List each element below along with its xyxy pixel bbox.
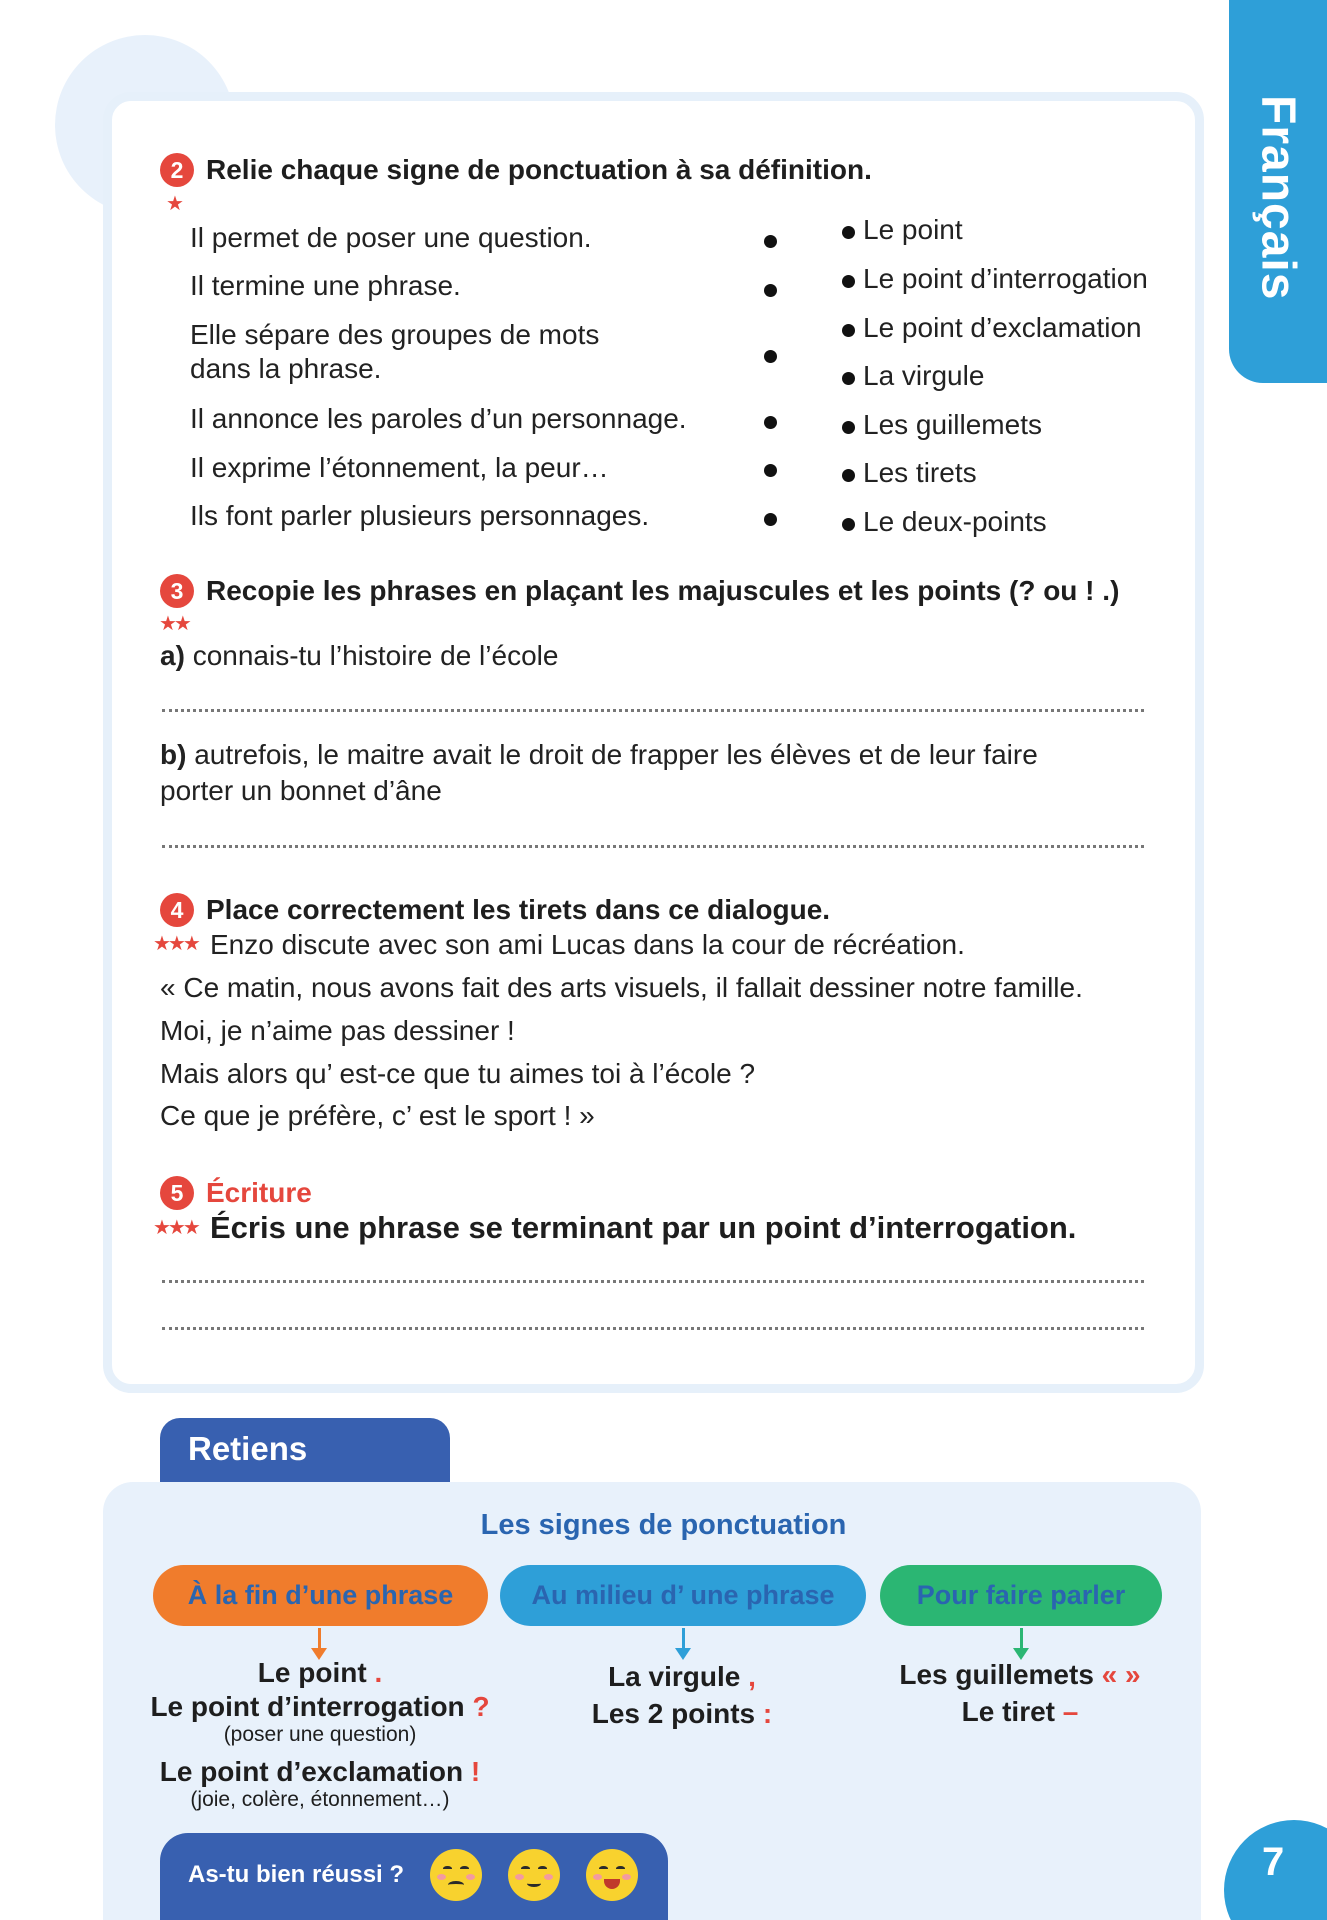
term: Le point d’interrogation bbox=[150, 1691, 465, 1722]
exercise-number-badge: 5 bbox=[160, 1176, 194, 1210]
term: Les 2 points bbox=[591, 1698, 756, 1729]
sad-face-icon[interactable] bbox=[430, 1849, 482, 1901]
item-b-text: autrefois, le maitre avait le droit de frapper les élèves et de leur faire bbox=[194, 739, 1038, 770]
sign-glyph: « » bbox=[1101, 1659, 1141, 1690]
self-assessment-bar bbox=[160, 1833, 668, 1920]
definition-text: Elle sépare des groupes de mots bbox=[190, 319, 600, 350]
exercise-5-title: Écris une phrase se terminant par un point d’interrogation. bbox=[210, 1210, 1077, 1245]
exercise-5-header bbox=[160, 1176, 312, 1210]
exercise-4-header bbox=[160, 893, 830, 927]
term: Le point d’exclamation bbox=[159, 1756, 464, 1787]
note: (poser une question) bbox=[223, 1723, 417, 1746]
match-dot-left[interactable] bbox=[764, 235, 777, 248]
term: Les guillemets bbox=[899, 1659, 1094, 1690]
answer-line[interactable] bbox=[162, 1280, 1144, 1283]
definition-text: Ils font parler plusieurs personnages. bbox=[190, 500, 650, 531]
definition-text: Il termine une phrase. bbox=[190, 270, 461, 301]
difficulty-stars: ★★★ bbox=[153, 933, 198, 955]
answer-line[interactable] bbox=[162, 845, 1144, 848]
sign-glyph: ? bbox=[472, 1691, 490, 1722]
definition-text: Il exprime l’étonnement, la peur… bbox=[190, 452, 609, 483]
retiens-label: Retiens bbox=[188, 1430, 308, 1467]
match-dot-left[interactable] bbox=[764, 513, 777, 526]
page-number: 7 bbox=[1262, 1840, 1285, 1884]
difficulty-stars: ★★ bbox=[159, 613, 189, 635]
answer-line[interactable] bbox=[162, 709, 1144, 712]
match-dot-right[interactable] bbox=[842, 275, 855, 288]
retiens-tab bbox=[160, 1418, 450, 1486]
exercise-3-title: Recopie les phrases en plaçant les majuscules et les points (? ou ! .) bbox=[206, 575, 1120, 606]
item-b-label: b) bbox=[160, 739, 187, 770]
item-b bbox=[160, 739, 1038, 771]
match-dot-left[interactable] bbox=[764, 464, 777, 477]
neutral-face-icon[interactable] bbox=[508, 1849, 560, 1901]
dialogue-intro: Enzo discute avec son ami Lucas dans la cour de récréation. bbox=[210, 929, 965, 960]
definition-text: Il annonce les paroles d’un personnage. bbox=[190, 403, 687, 434]
sign-glyph: – bbox=[1062, 1696, 1079, 1727]
exercise-5-category: Écriture bbox=[206, 1177, 312, 1208]
match-dot-left[interactable] bbox=[764, 284, 777, 297]
exercise-4-title: Place correctement les tirets dans ce dialogue. bbox=[206, 894, 831, 925]
sign-name: Le point bbox=[863, 214, 963, 245]
sign-glyph: . bbox=[374, 1657, 383, 1688]
match-dot-right[interactable] bbox=[842, 372, 855, 385]
term: Le tiret bbox=[961, 1696, 1055, 1727]
item-a-text: connais-tu l’histoire de l’école bbox=[192, 640, 559, 671]
exercise-3-header bbox=[160, 574, 1119, 608]
pill-end-of-sentence: À la fin d’une phrase bbox=[153, 1565, 488, 1626]
sign-name: Le deux-points bbox=[863, 506, 1047, 537]
arrow-down-icon bbox=[1020, 1628, 1023, 1650]
sign-glyph: ! bbox=[470, 1756, 481, 1787]
definition-text: dans la phrase. bbox=[190, 353, 382, 384]
term: La virgule bbox=[608, 1661, 741, 1692]
term: Le point bbox=[257, 1657, 367, 1688]
sign-name: Les tirets bbox=[863, 457, 977, 488]
sign-glyph: : bbox=[762, 1698, 773, 1729]
arrow-down-icon bbox=[682, 1628, 685, 1650]
page-number-badge bbox=[1224, 1820, 1327, 1920]
match-dot-left[interactable] bbox=[764, 416, 777, 429]
retiens-title: Les signes de ponctuation bbox=[480, 1509, 847, 1541]
exercise-2-header bbox=[160, 153, 872, 187]
exercise-number-badge: 2 bbox=[160, 153, 194, 187]
item-a bbox=[160, 640, 558, 672]
difficulty-stars: ★ bbox=[166, 193, 181, 215]
exercise-number-badge: 3 bbox=[160, 574, 194, 608]
difficulty-stars: ★★★ bbox=[153, 1217, 198, 1239]
answer-line[interactable] bbox=[162, 1327, 1144, 1330]
dialogue-line: Moi, je n’aime pas dessiner ! bbox=[160, 1015, 515, 1046]
match-dot-left[interactable] bbox=[764, 350, 777, 363]
exercise-2-title: Relie chaque signe de ponctuation à sa définition. bbox=[206, 154, 872, 185]
match-dot-right[interactable] bbox=[842, 518, 855, 531]
dialogue-line: « Ce matin, nous avons fait des arts visuels, il fallait dessiner notre famille. bbox=[160, 972, 1083, 1003]
column-make-speak bbox=[870, 1656, 1170, 1730]
arrow-down-icon bbox=[318, 1628, 321, 1650]
self-assessment-label: As-tu bien réussi ? bbox=[188, 1861, 405, 1888]
match-dot-right[interactable] bbox=[842, 469, 855, 482]
subject-tab bbox=[1229, 0, 1327, 383]
item-b-text-cont: porter un bonnet d’âne bbox=[160, 775, 442, 806]
exercise-number-badge: 4 bbox=[160, 893, 194, 927]
definition-text: Il permet de poser une question. bbox=[190, 222, 592, 253]
dialogue-line: Mais alors qu’ est-ce que tu aimes toi à l’école ? bbox=[160, 1058, 756, 1089]
sign-name: La virgule bbox=[863, 360, 985, 391]
sign-glyph: , bbox=[748, 1661, 756, 1692]
pill-middle-of-sentence: Au milieu d’ une phrase bbox=[500, 1565, 866, 1626]
match-dot-right[interactable] bbox=[842, 421, 855, 434]
sign-name: Le point d’interrogation bbox=[863, 263, 1148, 294]
column-middle-of-sentence bbox=[522, 1658, 842, 1732]
sign-name: Les guillemets bbox=[863, 409, 1042, 440]
match-dot-right[interactable] bbox=[842, 324, 855, 337]
sign-name: Le point d’exclamation bbox=[863, 312, 1142, 343]
dialogue-line: Ce que je préfère, c’ est le sport ! » bbox=[160, 1100, 595, 1131]
happy-face-icon[interactable] bbox=[586, 1849, 638, 1901]
match-dot-right[interactable] bbox=[842, 226, 855, 239]
subject-tab-label: Français bbox=[1251, 95, 1305, 301]
pill-make-speak: Pour faire parler bbox=[880, 1565, 1162, 1626]
item-a-label: a) bbox=[160, 640, 185, 671]
note: (joie, colère, étonnement…) bbox=[190, 1788, 450, 1811]
column-end-of-sentence bbox=[120, 1656, 520, 1811]
